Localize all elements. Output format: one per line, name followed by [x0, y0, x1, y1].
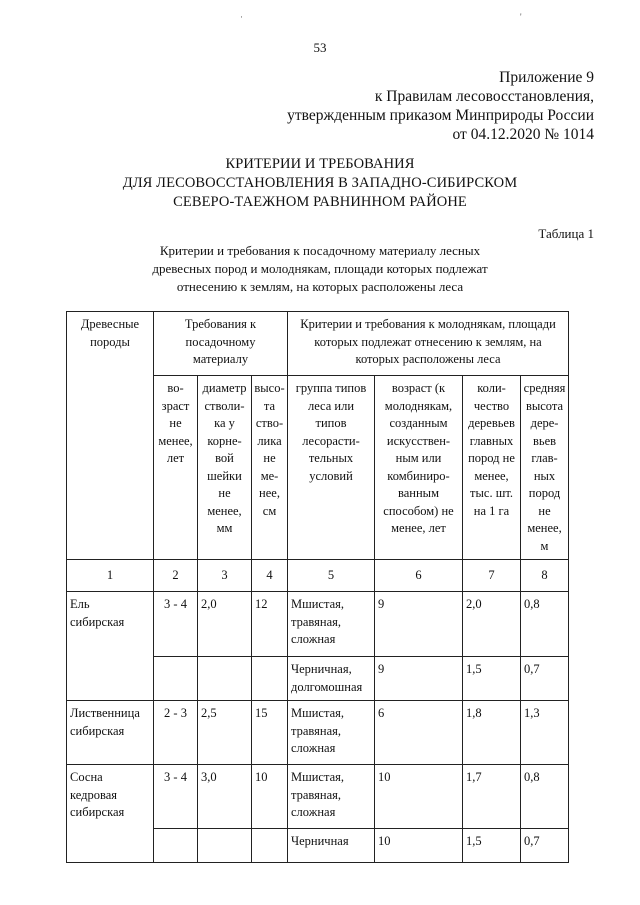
column-number: 7	[463, 560, 521, 592]
cell-line: дере-	[530, 416, 559, 430]
appendix-line: к Правилам лесовосстановления,	[374, 88, 594, 105]
cell-line: травяная,	[291, 723, 342, 738]
cell-line: нее,	[259, 486, 280, 500]
column-number: 6	[375, 560, 463, 592]
forest-type-cell	[288, 657, 375, 701]
cell-line: Лиственница	[70, 706, 140, 720]
empty-cell	[252, 657, 288, 701]
column-number: 5	[288, 560, 375, 592]
cell-line: Мшистая,	[291, 597, 345, 611]
cell-line: шейки	[207, 468, 242, 483]
cell-line: Мшистая,	[291, 706, 345, 720]
cell-line: не	[538, 503, 551, 518]
scan-mark: '	[520, 12, 522, 22]
column-number: 2	[154, 560, 198, 592]
cell-line: сибирская	[70, 614, 125, 629]
cell-line: см	[262, 503, 277, 518]
avg-height-cell: 0,8	[521, 592, 569, 657]
cell-line: материалу	[192, 352, 249, 366]
header-forest-type	[288, 376, 375, 560]
page-number: 53	[313, 40, 327, 55]
young-age-cell: 9	[375, 657, 463, 701]
column-number-row	[67, 560, 569, 592]
cell-line: тыс. шт.	[470, 486, 513, 500]
cell-line: Черничная,	[291, 662, 352, 676]
cell-line: лика	[257, 433, 282, 448]
cell-line: зраст	[161, 398, 190, 413]
cell-line: м	[540, 538, 549, 553]
cell-line: менее,	[207, 503, 242, 518]
header-avg-height	[521, 376, 569, 560]
cell-line: лет	[166, 451, 185, 465]
cell-line: сложная	[291, 805, 336, 819]
caption-line: Критерии и требования к посадочному материалу лесных	[159, 243, 481, 258]
species-cell	[67, 701, 154, 765]
cell-line: кедровая	[70, 787, 118, 802]
cell-line: способом) не	[383, 503, 454, 518]
cell-line: породы	[90, 334, 130, 349]
avg-height-cell: 0,7	[521, 829, 569, 863]
tree-count-cell: 1,5	[463, 657, 521, 701]
header-tree-count	[463, 376, 521, 560]
cell-line: на 1 га	[473, 503, 510, 518]
empty-cell	[252, 829, 288, 863]
cell-line: лесорасти-	[302, 433, 360, 448]
diameter-cell: 3,0	[198, 765, 252, 829]
cell-line: условий	[309, 468, 353, 483]
cell-line: сибирская	[70, 723, 125, 738]
cell-line: сложная	[291, 741, 336, 755]
document-title	[0, 155, 640, 212]
criteria-table	[66, 311, 569, 863]
cell-line: возраст (к	[391, 381, 446, 395]
cell-line: корне-	[207, 433, 242, 448]
cell-line: ка у	[214, 416, 235, 430]
cell-line: созданным	[389, 416, 448, 430]
cell-line: не	[169, 416, 182, 430]
table-caption	[0, 242, 640, 296]
caption-line: отнесению к землям, на которых расположены леса	[176, 279, 464, 294]
cell-line: деревьев	[468, 416, 515, 430]
species-cell	[67, 592, 154, 701]
young-age-cell: 10	[375, 829, 463, 863]
cell-line: главных	[469, 433, 514, 448]
cell-line: менее,	[527, 521, 562, 535]
cell-line: вьев	[532, 433, 557, 448]
cell-line: искусствен-	[386, 433, 451, 448]
height-cell: 12	[252, 592, 288, 657]
appendix-line: Приложение 9	[499, 69, 594, 86]
height-cell: 10	[252, 765, 288, 829]
cell-line: диаметр	[202, 381, 247, 395]
cell-line: ных	[533, 468, 556, 483]
cell-line: травяная,	[291, 614, 342, 629]
cell-line: Критерии и требования к молоднякам, площади	[300, 317, 556, 331]
cell-line: высо-	[254, 381, 285, 395]
cell-line: леса или	[307, 398, 355, 413]
cell-line: менее, лет	[391, 521, 446, 535]
title-line: СЕВЕРО-ТАЕЖНОМ РАВНИННОМ РАЙОНЕ	[173, 194, 467, 210]
column-number: 1	[67, 560, 154, 592]
header-species	[67, 312, 154, 560]
cell-line: менее,	[158, 433, 193, 448]
cell-line: глав-	[531, 451, 558, 465]
cell-line: мм	[216, 521, 233, 535]
forest-type-cell	[288, 701, 375, 765]
header-row	[67, 312, 569, 376]
column-number: 3	[198, 560, 252, 592]
cell-line: Требования к	[184, 317, 257, 331]
column-number: 4	[252, 560, 288, 592]
cell-line: сложная	[291, 632, 336, 646]
cell-line: Древесные	[80, 317, 140, 331]
header-diameter	[198, 376, 252, 560]
diameter-cell: 2,5	[198, 701, 252, 765]
age-cell: 2 - 3	[154, 701, 198, 765]
cell-line: чество	[473, 398, 510, 413]
tree-count-cell: 2,0	[463, 592, 521, 657]
cell-line: высота	[525, 398, 564, 413]
cell-line: травяная,	[291, 787, 342, 802]
cell-line: Черничная	[291, 834, 349, 848]
cell-line: стволи-	[204, 398, 245, 413]
scan-mark: ·	[240, 12, 243, 22]
age-cell: 3 - 4	[154, 592, 198, 657]
young-age-cell: 6	[375, 701, 463, 765]
header-age	[154, 376, 198, 560]
young-age-cell: 10	[375, 765, 463, 829]
header-young-stands	[288, 312, 569, 376]
avg-height-cell: 0,8	[521, 765, 569, 829]
cell-line: ме-	[260, 468, 279, 483]
cell-line: во-	[167, 381, 184, 395]
table-row	[67, 592, 569, 657]
cell-line: Сосна	[70, 770, 103, 784]
cell-line: долгомошная	[291, 679, 363, 694]
header-young-age	[375, 376, 463, 560]
cell-line: комбиниро-	[387, 468, 450, 483]
cell-line: та	[263, 398, 276, 413]
cell-line: пород	[528, 486, 561, 500]
cell-line: Ель	[70, 597, 90, 611]
cell-line: Мшистая,	[291, 770, 345, 784]
cell-line: не	[218, 486, 231, 500]
tree-count-cell: 1,8	[463, 701, 521, 765]
forest-type-cell	[288, 765, 375, 829]
empty-cell	[154, 657, 198, 701]
appendix-line: утвержденным приказом Минприроды России	[287, 107, 594, 124]
table-label: Таблица 1	[538, 226, 594, 241]
cell-line: менее,	[474, 468, 509, 483]
forest-type-cell	[288, 592, 375, 657]
forest-type-cell	[288, 829, 375, 863]
cell-line: пород не	[468, 451, 515, 465]
cell-line: типов	[315, 416, 347, 430]
cell-line: группа типов	[295, 381, 367, 395]
cell-line: ство-	[255, 416, 284, 430]
cell-line: посадочному	[185, 334, 256, 349]
caption-line: древесных пород и молоднякам, площади которых подлежат	[152, 261, 488, 276]
header-planting-material	[154, 312, 288, 376]
appendix-note	[287, 68, 594, 144]
cell-line: вой	[215, 451, 234, 465]
cell-line: которых расположены леса	[355, 352, 501, 366]
species-cell	[67, 765, 154, 863]
cell-line: ванным	[398, 486, 439, 500]
empty-cell	[154, 829, 198, 863]
table-row	[67, 765, 569, 829]
cell-line: которых подлежат отнесению к землям, на	[314, 334, 542, 349]
title-line: ДЛЯ ЛЕСОВОССТАНОВЛЕНИЯ В ЗАПАДНО-СИБИРСКОМ	[122, 175, 518, 191]
title-line: КРИТЕРИИ И ТРЕБОВАНИЯ	[225, 156, 415, 172]
tree-count-cell: 1,5	[463, 829, 521, 863]
column-number: 8	[521, 560, 569, 592]
cell-line: тельных	[308, 451, 354, 465]
empty-cell	[198, 657, 252, 701]
cell-line: сибирская	[70, 805, 125, 819]
avg-height-cell: 0,7	[521, 657, 569, 701]
young-age-cell: 9	[375, 592, 463, 657]
avg-height-cell: 1,3	[521, 701, 569, 765]
cell-line: не	[263, 451, 276, 465]
cell-line: средняя	[523, 381, 566, 395]
cell-line: ным или	[395, 451, 442, 465]
empty-cell	[198, 829, 252, 863]
cell-line: коли-	[477, 381, 506, 395]
diameter-cell: 2,0	[198, 592, 252, 657]
appendix-line: от 04.12.2020 № 1014	[452, 126, 594, 143]
age-cell: 3 - 4	[154, 765, 198, 829]
tree-count-cell: 1,7	[463, 765, 521, 829]
cell-line: молоднякам,	[384, 398, 453, 413]
header-height	[252, 376, 288, 560]
height-cell: 15	[252, 701, 288, 765]
table-row	[67, 701, 569, 765]
